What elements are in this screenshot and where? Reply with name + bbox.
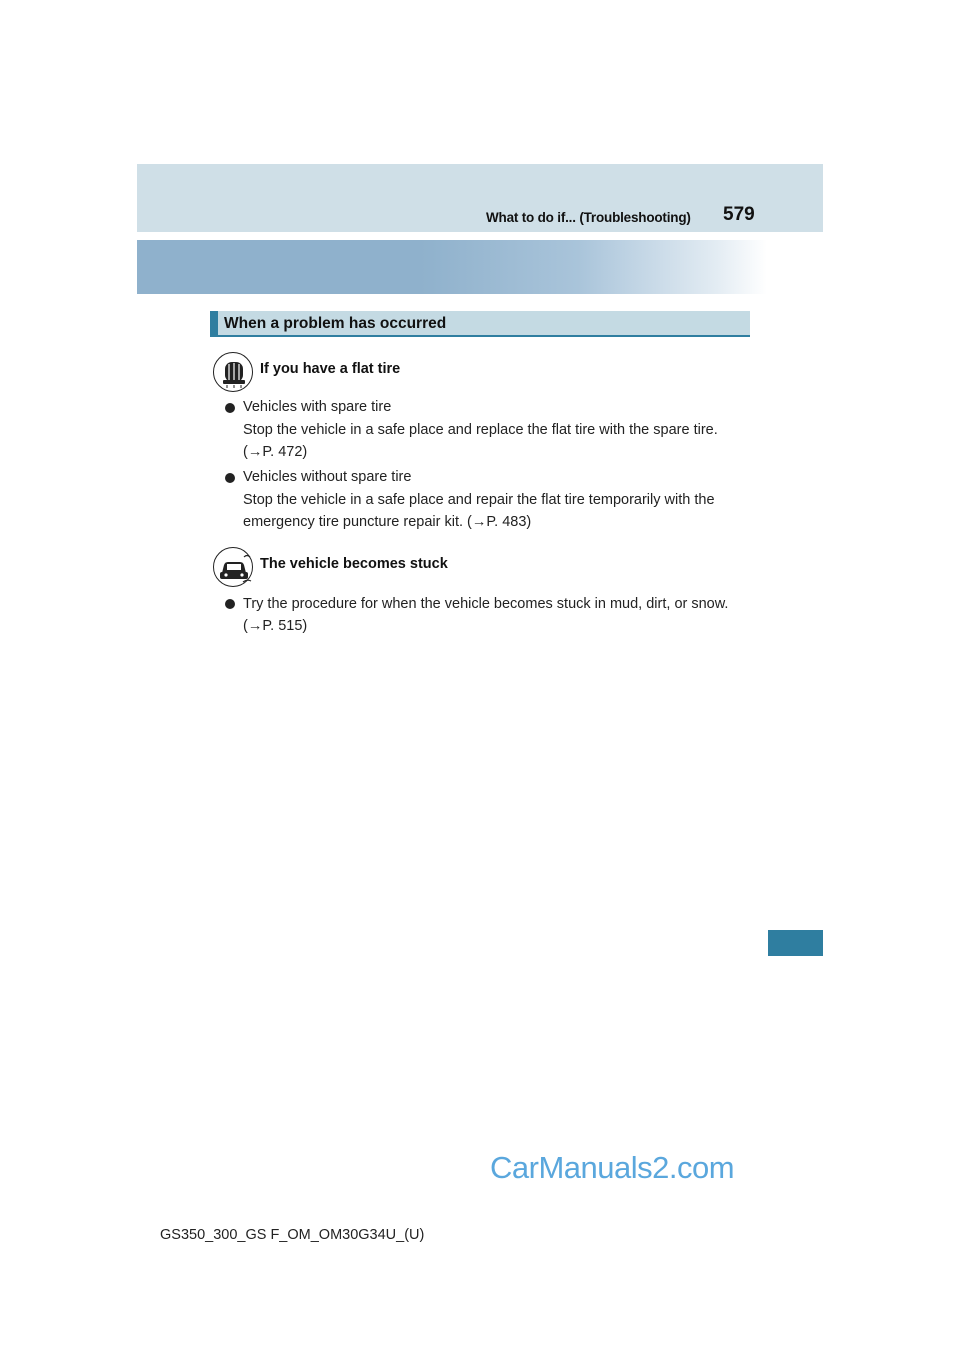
item-text-line: Stop the vehicle in a safe place and replace the flat tire with the spare tire. — [243, 422, 718, 438]
stuck-vehicle-icon — [213, 547, 253, 587]
page-number: 579 — [723, 204, 755, 225]
item-text-without-spare — [243, 489, 747, 533]
item-text-line: Try the procedure for when the vehicle becomes stuck in mud, dirt, or snow. — [243, 596, 729, 612]
item-text-with-spare — [243, 419, 747, 463]
page-reference: (→P. 472) — [243, 444, 308, 460]
item-text-stuck — [243, 593, 747, 637]
bullet — [225, 473, 235, 483]
item-label-with-spare: Vehicles with spare tire — [243, 399, 392, 415]
bullet — [225, 403, 235, 413]
section-heading: When a problem has occurred — [224, 315, 447, 332]
flat-tire-icon — [213, 352, 253, 392]
watermark: CarManuals2.com — [490, 1150, 735, 1185]
page-reference: (→P. 515) — [243, 618, 308, 634]
chapter-tab — [768, 930, 823, 956]
item-text-line: Stop the vehicle in a safe place and repair the flat tire temporarily with the — [243, 492, 715, 508]
bullet — [225, 599, 235, 609]
gradient-banner — [137, 240, 767, 294]
header-band — [137, 164, 823, 232]
topic-title-flat-tire: If you have a flat tire — [260, 361, 401, 377]
page-reference: emergency tire puncture repair kit. (→P. 483) — [243, 514, 532, 530]
topic-title-stuck: The vehicle becomes stuck — [260, 556, 448, 572]
footer-code: GS350_300_GS F_OM_OM30G34U_(U) — [160, 1227, 425, 1243]
section-heading-bar — [210, 311, 750, 337]
item-label-without-spare: Vehicles without spare tire — [243, 469, 412, 485]
chapter-title: What to do if... (Troubleshooting) — [486, 210, 691, 225]
